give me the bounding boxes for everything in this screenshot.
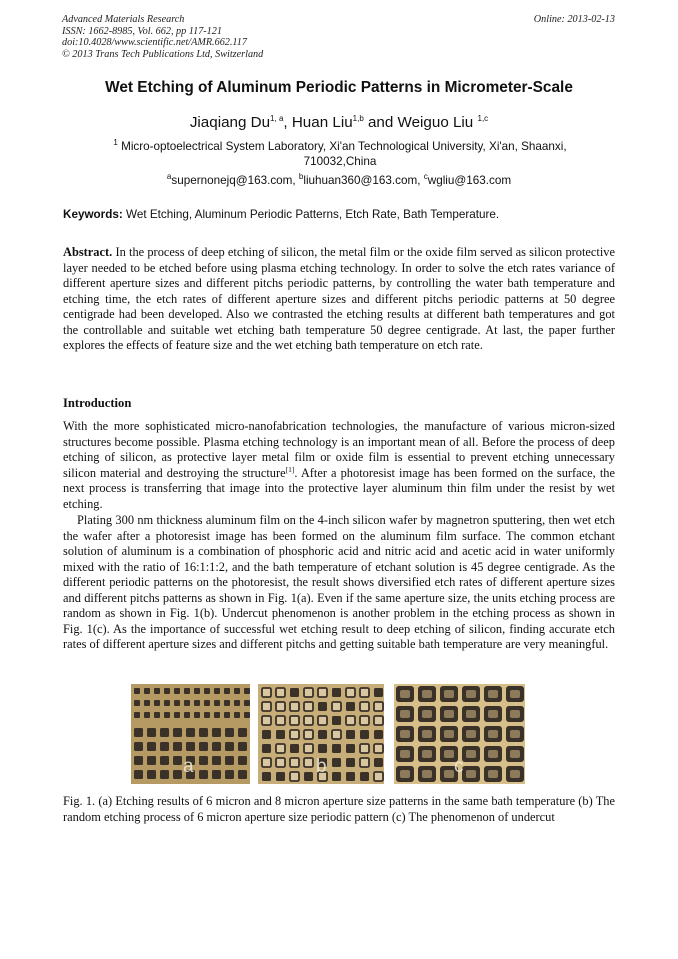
micrograph-cell — [174, 712, 180, 718]
email-link[interactable]: liuhuan360@163.com — [303, 174, 418, 187]
micrograph-cell — [225, 742, 234, 751]
micrograph-cell — [304, 772, 313, 781]
intro-p1-text: With the more sophisticated micro-nanofabrication technologies, the manufacture of various micron-sized structures become possible. Plasma etching technology is an important mean of all. Before the process of deep etching of silicon, as protective layer metal film or oxide film is essential to prevent etching unnecessary silicon material and destroying the structure — [63, 419, 615, 480]
micrograph-cell-core — [400, 770, 410, 778]
online-date: Online: 2013-02-13 — [533, 14, 615, 25]
email-separator: , — [417, 174, 424, 187]
micrograph-cell — [224, 712, 230, 718]
intro-paragraph-2: Plating 300 nm thickness aluminum film on the 4-inch silicon wafer by magnetron sputtering, then wet etch the wafer after a photoresist image has been formed on the aluminum film surface. The common etchant solution of aluminum is a combination of phosphoric acid and nitric acid and acetic acid in water uniformly mixed with the ratio of 16:1:1:2, and the bath temperature of etchant solution is 45 degree centigrade. As the different periodic patterns on the photoresist, the result shows diversified etch rates of different aperture sizes and different pitchs patterns as shown in Fig. 1(a). Even if the same aperture size, the units etching process are random as shown in Fig. 1(b). Undercut phenomenon is another problem in the etching process as shown in Fig. 1(c). As the importance of successful wet etching result to deep etching of silicon, finding accurate etch rates of different aperture sizes and different pitchs and getting suitable bath temperature are very meaningful. — [63, 513, 615, 652]
micrograph-cell — [164, 688, 170, 694]
micrograph-cell — [346, 758, 355, 767]
micrograph-cell — [262, 702, 271, 711]
micrograph-cell — [374, 688, 383, 697]
micrograph-cell-core — [488, 770, 498, 778]
micrograph-cell — [144, 688, 150, 694]
micrograph-cell-core — [466, 730, 476, 738]
journal-header — [62, 14, 263, 60]
micrograph-cell-core — [444, 710, 454, 718]
author-name: Weiguo Liu — [397, 114, 474, 131]
micrograph-cell — [238, 756, 247, 765]
micrograph-cell — [332, 702, 341, 711]
micrograph-cell — [332, 730, 341, 739]
micrograph-cell-core — [510, 730, 520, 738]
micrograph-cell — [332, 772, 341, 781]
micrograph-cell — [276, 730, 285, 739]
micrograph-cell — [174, 700, 180, 706]
micrograph-cell — [262, 758, 271, 767]
micrograph-cell-core — [444, 730, 454, 738]
affiliation-sup: 1 — [113, 138, 118, 148]
micrograph-cell-core — [422, 730, 432, 738]
micrograph-cell — [374, 730, 383, 739]
micrograph-cell — [134, 700, 140, 706]
micrograph-cell — [160, 742, 169, 751]
email-link[interactable]: supernonejq@163.com — [171, 174, 293, 187]
micrograph-cell — [374, 716, 383, 725]
micrograph-cell — [332, 744, 341, 753]
micrograph-cell — [234, 688, 240, 694]
micrograph-cell — [173, 756, 182, 765]
figure-panel-a — [131, 684, 250, 784]
micrograph-cell — [160, 756, 169, 765]
micrograph-cell — [346, 702, 355, 711]
micrograph-cell — [360, 688, 369, 697]
micrograph-cell — [225, 770, 234, 779]
micrograph-cell — [332, 758, 341, 767]
micrograph-cell — [212, 742, 221, 751]
panel-label-a: a — [183, 756, 194, 777]
micrograph-cell — [144, 700, 150, 706]
citation-ref[interactable]: [1] — [285, 464, 295, 474]
micrograph-cell-core — [466, 750, 476, 758]
micrograph-cell — [262, 716, 271, 725]
micrograph-cell-core — [400, 730, 410, 738]
micrograph-cell — [318, 730, 327, 739]
micrograph-cell — [225, 728, 234, 737]
micrograph-cell — [214, 700, 220, 706]
micrograph-cell — [194, 700, 200, 706]
micrograph-cell — [276, 716, 285, 725]
micrograph-cell — [147, 770, 156, 779]
micrograph-cell — [204, 700, 210, 706]
micrograph-cell — [374, 702, 383, 711]
micrograph-cell — [134, 742, 143, 751]
keywords-label: Keywords: — [63, 208, 123, 221]
micrograph-cell-core — [422, 710, 432, 718]
micrograph-cell — [160, 770, 169, 779]
email-list — [0, 174, 678, 187]
micrograph-cell — [199, 742, 208, 751]
micrograph-cell — [164, 712, 170, 718]
micrograph-cell — [262, 688, 271, 697]
micrograph-cell — [173, 742, 182, 751]
abstract-label: Abstract. — [63, 245, 113, 259]
micrograph-cell — [212, 728, 221, 737]
abstract-text: In the process of deep etching of silicon, the metal film or the oxide film served as silicon protective layer needed to be etched before using plasma etching technology. In order to solve the etch rates variance of different aperture sizes and different pitchs periodic patterns, by controlling the water bath temperature and etching time, the etch rates of different aperture sizes and different pitchs periodic patterns at 50 degree centigrade had been developed. Also we contrasted the etching results at different bath temperatures and got the controllable and suitable wet etching bath temperature 50 degree centigrade. At last, the paper further explores the effects of feature size and the wet etching bath temperature on etch rate. — [63, 245, 615, 353]
micrograph-cell — [199, 728, 208, 737]
micrograph-cell — [290, 702, 299, 711]
micrograph-cell — [276, 744, 285, 753]
micrograph-cell-core — [488, 690, 498, 698]
micrograph-cell — [212, 770, 221, 779]
email-sup: a — [166, 172, 172, 182]
micrograph-cell — [184, 688, 190, 694]
micrograph-cell — [290, 688, 299, 697]
micrograph-cell — [225, 756, 234, 765]
micrograph-cell — [304, 730, 313, 739]
micrograph-cell — [262, 744, 271, 753]
micrograph-cell — [360, 702, 369, 711]
micrograph-cell — [360, 758, 369, 767]
micrograph-cell — [374, 744, 383, 753]
micrograph-cell — [144, 712, 150, 718]
micrograph-cell — [318, 702, 327, 711]
micrograph-cell-core — [488, 710, 498, 718]
micrograph-cell — [147, 728, 156, 737]
micrograph-cell — [304, 758, 313, 767]
micrograph-cell — [262, 730, 271, 739]
micrograph-cell — [160, 728, 169, 737]
micrograph-cell — [199, 770, 208, 779]
micrograph-cell-core — [510, 750, 520, 758]
micrograph-cell — [304, 716, 313, 725]
micrograph-cell — [332, 716, 341, 725]
micrograph-cell — [346, 688, 355, 697]
author-sup: 1,c — [477, 113, 489, 123]
micrograph-cell — [212, 756, 221, 765]
micrograph-cell-core — [400, 710, 410, 718]
micrograph-cell — [304, 744, 313, 753]
micrograph-cell — [134, 770, 143, 779]
micrograph-cell — [318, 744, 327, 753]
micrograph-cell-core — [466, 710, 476, 718]
micrograph-cell — [238, 742, 247, 751]
micrograph-cell — [346, 730, 355, 739]
micrograph-cell — [184, 712, 190, 718]
author-sup: 1, a — [270, 113, 284, 123]
micrograph-cell — [224, 688, 230, 694]
micrograph-cell-core — [444, 770, 454, 778]
micrograph-cell — [360, 772, 369, 781]
micrograph-cell — [318, 716, 327, 725]
affiliation-text: Micro-optoelectrical System Laboratory, Xi'an Technological University, Xi'an, Shaanxi, 710032,China — [121, 140, 567, 168]
micrograph-cell — [290, 744, 299, 753]
micrograph-cell — [173, 728, 182, 737]
micrograph-cell-core — [466, 770, 476, 778]
doi-line: doi:10.4028/www.scientific.net/AMR.662.117 — [62, 37, 247, 49]
micrograph-cell-core — [488, 750, 498, 758]
micrograph-cell — [154, 688, 160, 694]
micrograph-cell — [276, 772, 285, 781]
micrograph-cell — [234, 712, 240, 718]
micrograph-cell — [360, 730, 369, 739]
paper-title: Wet Etching of Aluminum Periodic Patterns in Micrometer-Scale — [105, 79, 573, 96]
micrograph-cell — [147, 742, 156, 751]
micrograph-cell — [214, 688, 220, 694]
micrograph-cell — [186, 728, 195, 737]
micrograph-cell — [194, 688, 200, 694]
micrograph-cell — [204, 688, 210, 694]
micrograph-cell — [184, 700, 190, 706]
micrograph-cell — [244, 712, 250, 718]
micrograph-cell-core — [400, 750, 410, 758]
micrograph-cell — [346, 744, 355, 753]
micrograph-cell — [304, 702, 313, 711]
micrograph-cell — [318, 688, 327, 697]
micrograph-cell-core — [510, 690, 520, 698]
affiliation — [80, 139, 600, 169]
micrograph-cell — [244, 688, 250, 694]
micrograph-cell-core — [422, 750, 432, 758]
author-list — [0, 114, 678, 131]
figure-caption: Fig. 1. (a) Etching results of 6 micron and 8 micron aperture size patterns in the same bath temperature (b) The random etching process of 6 micron aperture size periodic pattern (c) The phenomenon of undercut — [63, 794, 615, 824]
micrograph-cell — [147, 756, 156, 765]
micrograph-cell-core — [510, 770, 520, 778]
micrograph-cell-core — [488, 730, 498, 738]
intro-paragraph-1 — [63, 419, 615, 512]
micrograph-cell — [238, 770, 247, 779]
micrograph-cell — [224, 700, 230, 706]
author-name: Jiaqiang Du — [189, 114, 271, 131]
micrograph-cell — [290, 730, 299, 739]
keywords-text: Wet Etching, Aluminum Periodic Patterns, Etch Rate, Bath Temperature. — [126, 208, 500, 221]
email-separator: , — [292, 174, 299, 187]
micrograph-cell — [360, 744, 369, 753]
micrograph-cell — [332, 688, 341, 697]
author-separator: and — [363, 114, 398, 131]
micrograph-cell — [234, 700, 240, 706]
micrograph-cell-core — [444, 690, 454, 698]
micrograph-cell — [214, 712, 220, 718]
issn-line: ISSN: 1662-8985, Vol. 662, pp 117-121 — [62, 25, 222, 37]
micrograph-cell — [134, 712, 140, 718]
micrograph-cell — [204, 712, 210, 718]
micrograph-cell — [276, 702, 285, 711]
micrograph-cell — [290, 772, 299, 781]
micrograph-cell — [290, 758, 299, 767]
micrograph-cell-core — [444, 750, 454, 758]
email-sup: b — [298, 172, 304, 182]
author-sup: 1,b — [352, 113, 364, 123]
micrograph-cell — [164, 700, 170, 706]
micrograph-cell — [262, 772, 271, 781]
micrograph-cell — [186, 742, 195, 751]
email-sup: c — [423, 172, 428, 182]
micrograph-cell — [374, 758, 383, 767]
micrograph-cell — [360, 716, 369, 725]
micrograph-cell-core — [422, 770, 432, 778]
micrograph-cell — [134, 728, 143, 737]
author-separator: , — [283, 114, 292, 131]
micrograph-cell — [290, 716, 299, 725]
micrograph-cell — [238, 728, 247, 737]
journal-name: Advanced Materials Research — [62, 14, 185, 25]
micrograph-cell — [154, 700, 160, 706]
panel-label-b: b — [316, 756, 327, 777]
micrograph-cell-core — [422, 690, 432, 698]
intro-p1-text-cont: . After a photoresist image has been formed on the surface, the next process is transferring that image into the protective layer aluminum thin film under the resist by wet etching. — [63, 465, 615, 511]
micrograph-cell-core — [400, 690, 410, 698]
micrograph-cell — [374, 772, 383, 781]
abstract — [63, 245, 615, 354]
micrograph-cell — [174, 688, 180, 694]
micrograph-cell — [173, 770, 182, 779]
section-heading-introduction: Introduction — [63, 396, 132, 410]
micrograph-cell — [276, 758, 285, 767]
email-link[interactable]: wgliu@163.com — [427, 174, 512, 187]
micrograph-cell — [346, 716, 355, 725]
micrograph-cell — [134, 756, 143, 765]
micrograph-cell — [134, 688, 140, 694]
micrograph-cell — [199, 756, 208, 765]
micrograph-cell — [194, 712, 200, 718]
author-name: Huan Liu — [291, 114, 353, 131]
micrograph-cell — [154, 712, 160, 718]
panel-label-c: c — [454, 756, 464, 777]
micrograph-cell-core — [510, 710, 520, 718]
figure-panel-c — [394, 684, 525, 784]
micrograph-cell — [244, 700, 250, 706]
micrograph-cell-core — [466, 690, 476, 698]
micrograph-cell — [304, 688, 313, 697]
figure-panel-b — [258, 684, 384, 784]
micrograph-cell — [346, 772, 355, 781]
keywords — [63, 208, 618, 221]
micrograph-cell — [276, 688, 285, 697]
copyright-line: © 2013 Trans Tech Publications Ltd, Switzerland — [62, 48, 264, 60]
